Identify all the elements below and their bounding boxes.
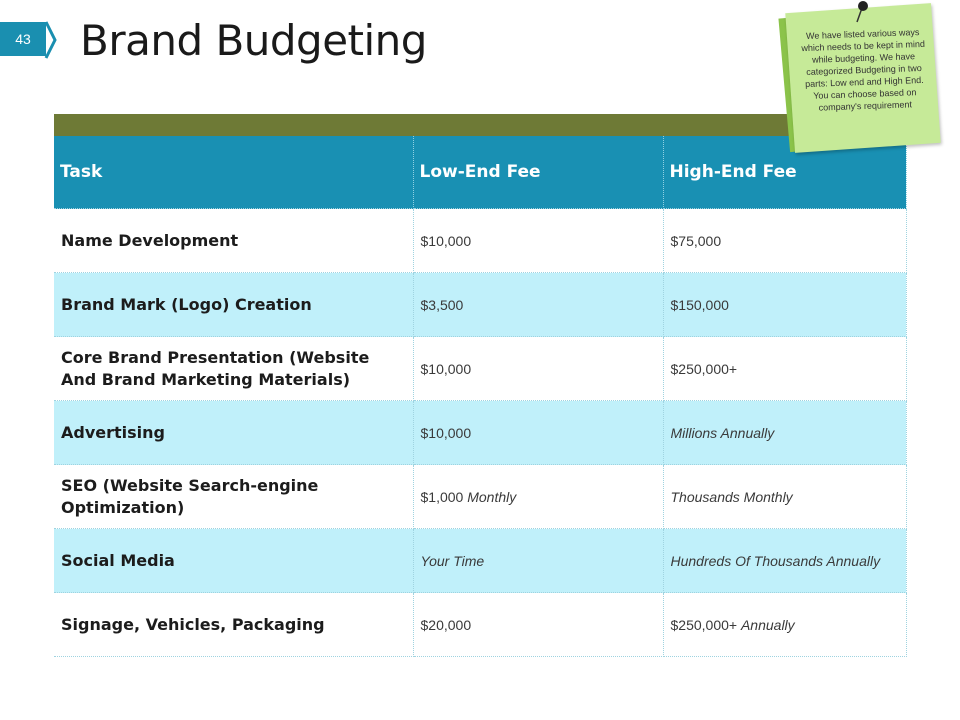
slide-number <box>0 22 46 56</box>
high-end-fee-cell <box>663 273 906 337</box>
high-end-fee-cell <box>663 209 906 273</box>
table-row <box>54 593 906 657</box>
table-row <box>54 209 906 273</box>
task-cell: Brand Mark (Logo) Creation <box>54 273 413 337</box>
high-end-fee-cell <box>663 593 906 657</box>
header-high-end-fee: High-End Fee <box>663 136 906 209</box>
pushpin-icon <box>854 0 868 24</box>
low-end-fee-cell <box>413 401 663 465</box>
fee-note: Thousands Monthly <box>670 488 793 505</box>
task-cell: Advertising <box>54 401 413 465</box>
high-end-fee-cell <box>663 401 906 465</box>
fee-note: Hundreds Of Thousands Annually <box>670 552 881 569</box>
low-end-fee-cell <box>413 209 663 273</box>
fee-amount: $20,000 <box>420 616 472 633</box>
fee-amount: $75,000 <box>670 232 722 249</box>
high-end-fee-cell <box>663 529 906 593</box>
task-cell: Signage, Vehicles, Packaging <box>54 593 413 657</box>
fee-note: Your Time <box>420 552 485 569</box>
fee-note: Millions Annually <box>670 424 775 441</box>
page-title: Brand Budgeting <box>80 16 427 65</box>
fee-amount: $10,000 <box>420 360 472 377</box>
table-row <box>54 337 906 401</box>
task-cell: SEO (Website Search-engine Optimization) <box>54 465 413 529</box>
table-row <box>54 273 906 337</box>
fee-note: Monthly <box>467 488 517 505</box>
sticky-note-text: We have listed various ways which needs to be kept in mind while budgeting. We have categorized Budgeting in two parts: Low end and High End. You can choose based on company's requirement <box>801 27 926 113</box>
high-end-fee-cell <box>663 465 906 529</box>
header-task: Task <box>54 136 413 209</box>
fee-amount: $10,000 <box>420 424 472 441</box>
high-end-fee-cell <box>663 337 906 401</box>
low-end-fee-cell <box>413 273 663 337</box>
slide-number-text: 43 <box>15 31 31 47</box>
fee-note: Annually <box>740 616 795 633</box>
low-end-fee-cell <box>413 593 663 657</box>
fee-amount: $150,000 <box>670 296 729 313</box>
table-row <box>54 465 906 529</box>
task-cell: Name Development <box>54 209 413 273</box>
task-cell: Social Media <box>54 529 413 593</box>
sticky-note <box>782 8 938 148</box>
table-row <box>54 401 906 465</box>
fee-amount: $250,000+ <box>670 360 738 377</box>
budget-table <box>54 136 906 657</box>
table-row <box>54 529 906 593</box>
chevron-right-icon <box>44 20 58 60</box>
low-end-fee-cell <box>413 337 663 401</box>
fee-amount: $250,000+ <box>670 616 738 633</box>
fee-amount: $10,000 <box>420 232 472 249</box>
low-end-fee-cell <box>413 465 663 529</box>
fee-amount: $1,000 <box>420 488 464 505</box>
fee-amount: $3,500 <box>420 296 464 313</box>
table-top-band <box>54 114 906 136</box>
task-cell: Core Brand Presentation (Website And Brand Marketing Materials) <box>54 337 413 401</box>
low-end-fee-cell <box>413 529 663 593</box>
table-header-row <box>54 136 906 209</box>
header-low-end-fee: Low-End Fee <box>413 136 663 209</box>
